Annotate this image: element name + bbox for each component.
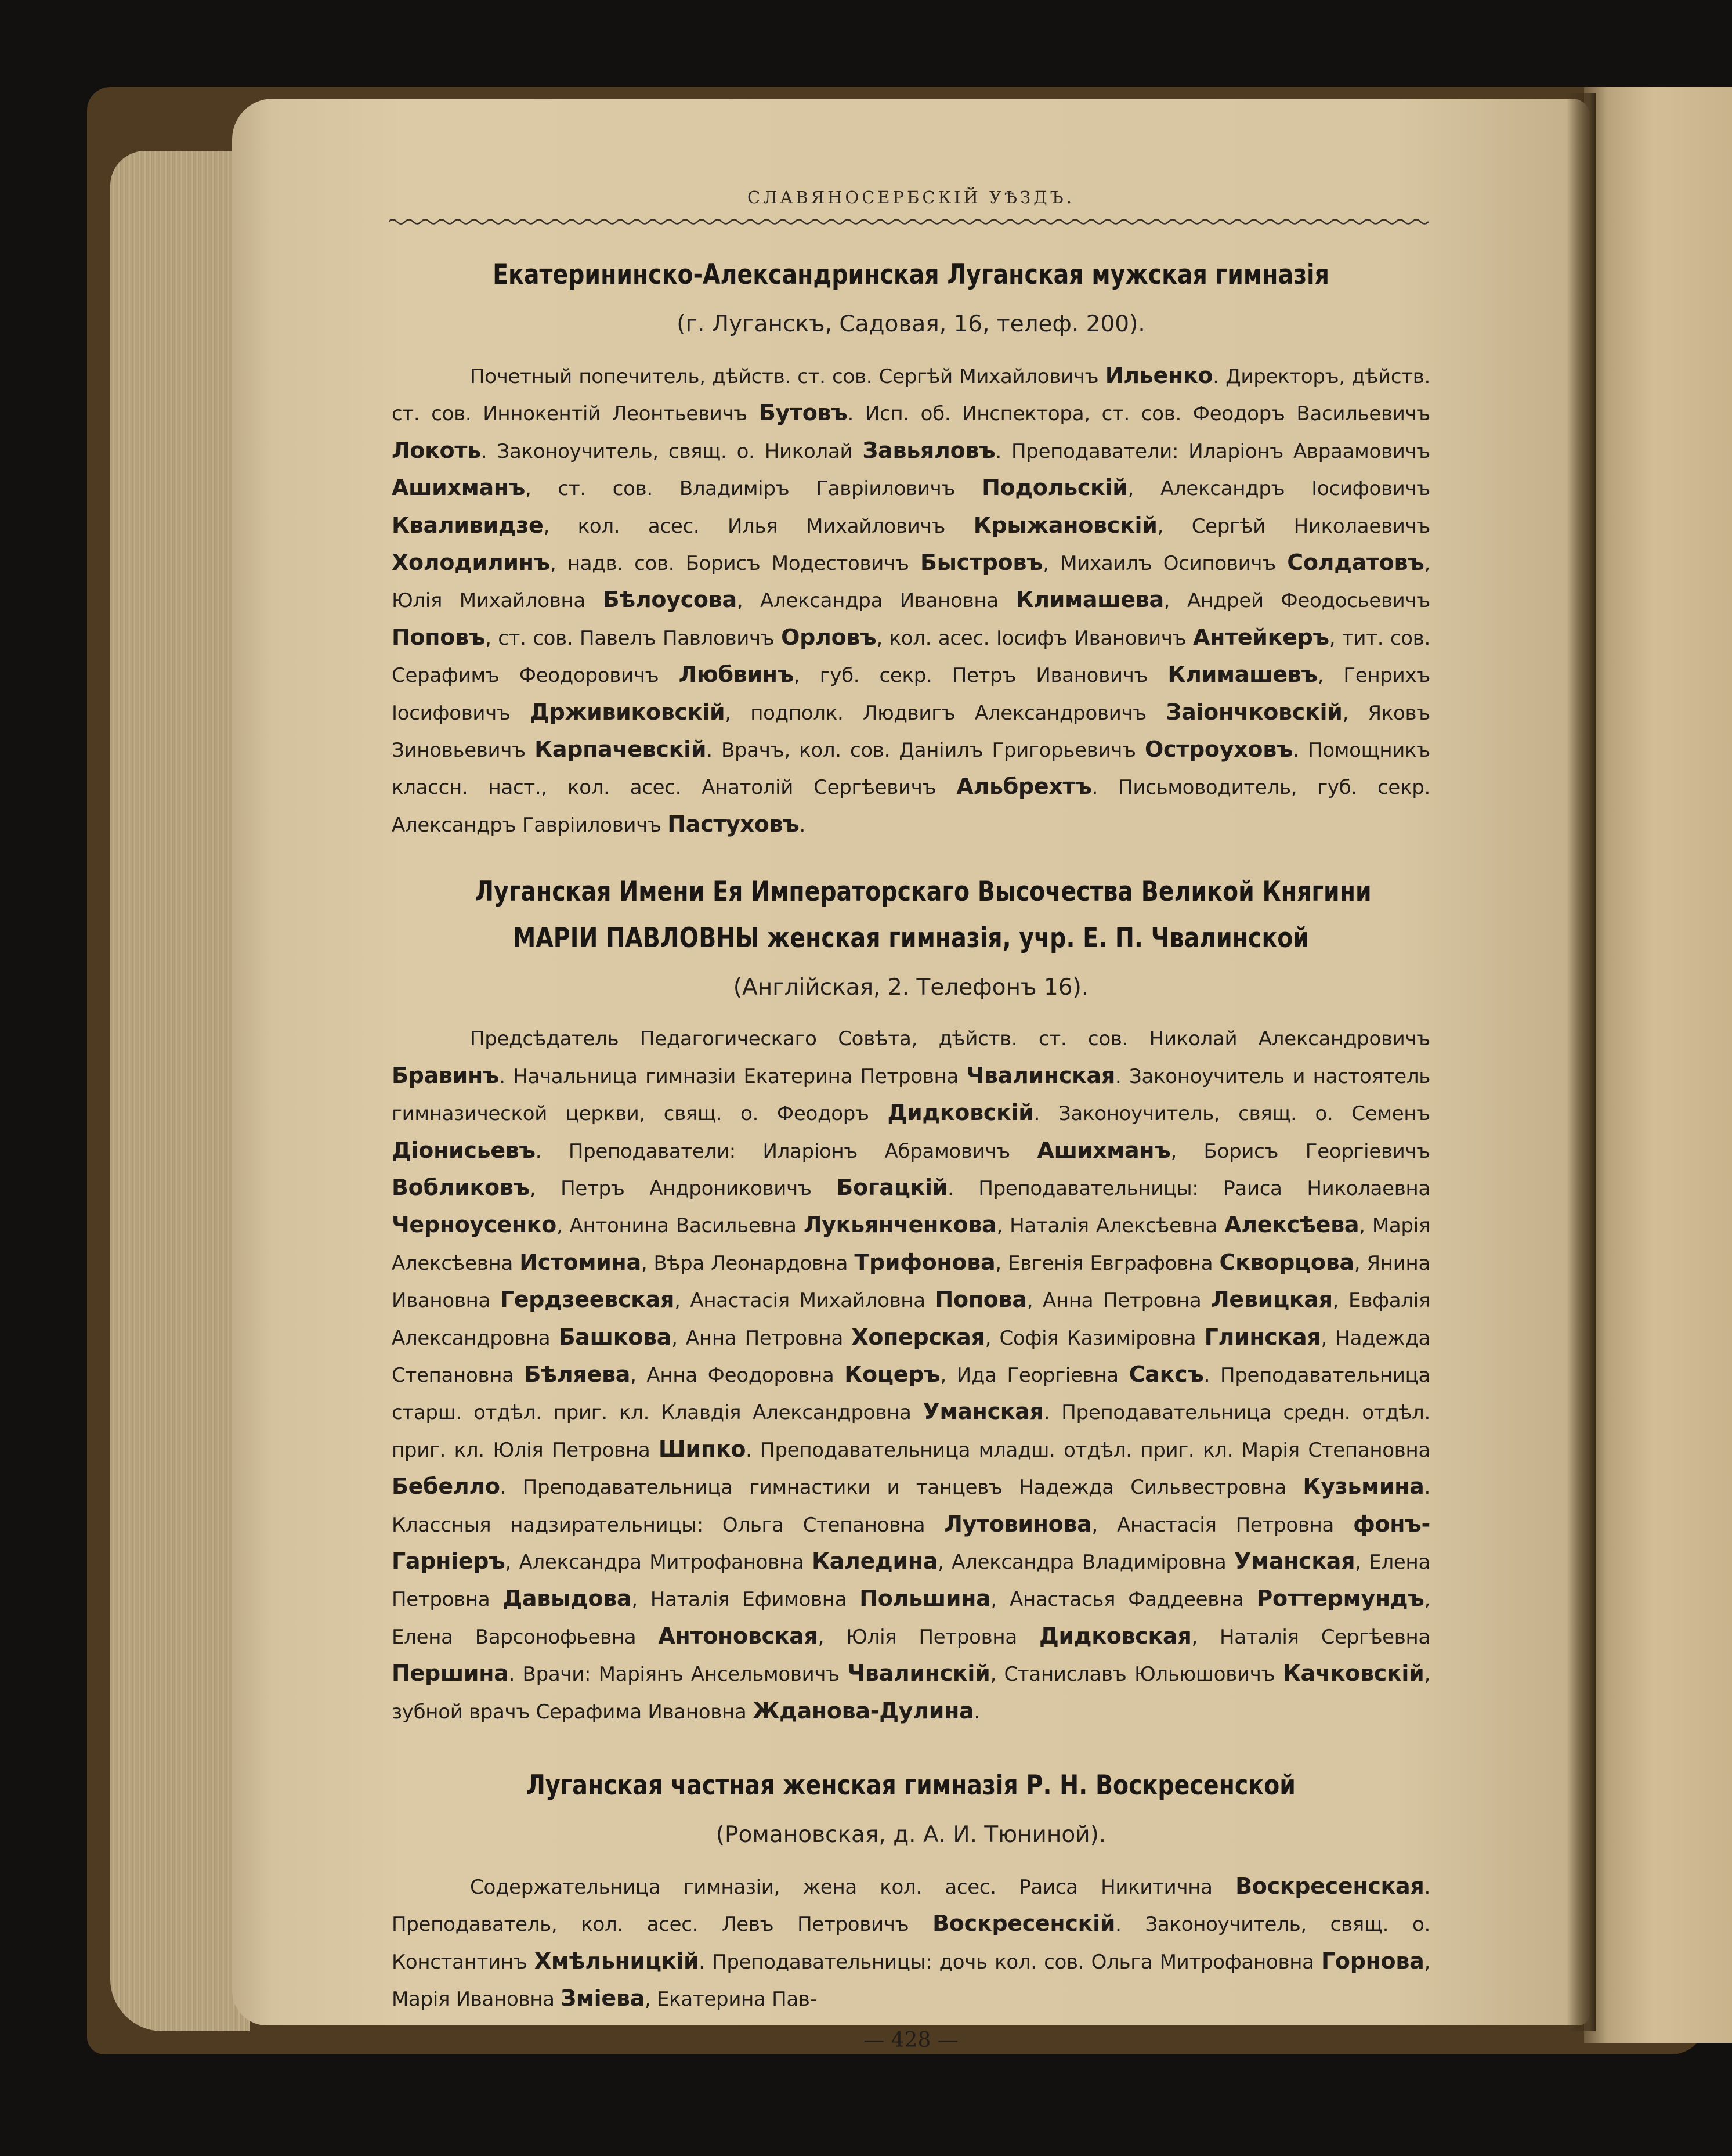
surname: Лукьянченкова [803,1212,997,1238]
section-title-line-2: МАРІИ ПАВЛОВНЫ женская гимназія, учр. Е. П. Чвалинской [512,922,1310,955]
surname: Башкова [558,1324,672,1350]
surname: Чвалинскій [847,1660,990,1686]
surname: Качковскій [1282,1660,1424,1686]
surname: Богацкій [836,1174,948,1200]
surname: Орловъ [781,624,877,650]
surname: Шипко [658,1436,746,1462]
surname: Завьяловъ [862,437,996,463]
surname: Воскресенская [1235,1873,1424,1899]
surname: Горнова [1321,1948,1424,1974]
surname: Карпачевскій [534,736,707,763]
surname: Воскресенскій [932,1911,1116,1937]
surname: Кваливидзе [392,512,544,538]
surname: Дидковскій [887,1100,1034,1126]
surname: Скворцова [1219,1249,1354,1275]
page-gutter-shadow [1567,93,1596,2031]
surname: Солдатовъ [1287,550,1424,576]
surname: Діонисьевъ [392,1137,536,1163]
surname: Бѣляева [524,1361,631,1387]
surname: Гердзеевская [500,1287,675,1313]
surname: Ашихманъ [392,475,526,501]
surname: Уманская [1234,1548,1355,1574]
surname: Истомина [519,1249,641,1275]
surname: Трифонова [854,1249,996,1275]
surname: Саксъ [1129,1361,1204,1387]
surname: Остроуховъ [1145,736,1293,763]
page-number: — 428 — [863,2028,959,2052]
section-title: Луганская Имени Ея Императорскаго Высочества Великой Княгини [475,876,1372,908]
surname: Бутовъ [758,400,848,426]
surname: Любвинъ [678,662,794,688]
surname: Заіончковскій [1166,699,1343,725]
surname: Хмѣльницкій [534,1948,699,1974]
surname: Альбрехтъ [956,774,1092,800]
surname: Пастуховъ [667,811,800,837]
running-head: СЛАВЯНОСЕРБСКІЙ УѢЗДЪ. [747,187,1075,207]
surname: Антоновская [658,1623,818,1649]
surname: Хоперская [851,1324,985,1350]
surname: Поповъ [392,624,486,650]
surname: Бѣлоусова [602,587,737,613]
surname: Коцеръ [844,1361,941,1387]
surname: фонъ-Гарніеръ [392,1511,1430,1574]
surname: Быстровъ [920,550,1043,576]
section-address: (г. Луганскъ, Садовая, 16, телеф. 200). [677,311,1145,337]
surname: Уманская [923,1399,1044,1425]
surname: Климашевъ [1167,662,1318,688]
surname: Вобликовъ [392,1174,530,1200]
surname: Роттермундъ [1256,1586,1424,1612]
surname: Ильенко [1105,363,1213,388]
section-address: (Англійская, 2. Телефонъ 16). [733,974,1089,1001]
section-body: Содержательница гимназіи, жена кол. асес. Раиса Никитична Воскресенская. Преподаватель, кол. асес. Левъ Петровичъ Воскресенскій. Законоучитель, свящ. о. Константинъ Хмѣльницкій. Преподавательницы: дочь кол. сов. Ольга Митрофановна Горнова, Марія Ивановна Зміева, Екатерина Пав- [392,1873,1430,2011]
surname: Давыдова [502,1586,632,1612]
surname: Бебелло [392,1474,500,1500]
facing-page-edge [1584,87,1732,2043]
surname: Климашева [1015,587,1164,613]
wavy-rule [389,216,1433,227]
surname: Држивиковскій [530,699,725,725]
section-boys-gymnasium [392,252,1430,843]
surname: Кузьмина [1303,1474,1424,1500]
surname: Польшина [859,1586,991,1612]
surname: Зміева [561,1985,645,2011]
surname: Бравинъ [392,1062,500,1088]
surname: Чвалинская [966,1062,1115,1088]
surname: Дидковская [1039,1623,1192,1649]
surname: Локоть [392,437,481,463]
surname: Жданова-Дулина [752,1698,974,1724]
surname: Холодилинъ [392,550,550,576]
surname: Каледина [811,1548,938,1574]
section-body: Предсѣдатель Педагогическаго Совѣта, дѣйств. ст. сов. Николай Александровичъ Бравинъ. Начальница гимназіи Екатерина Петровна Чвалинская. Законоучитель и настоятель гимназической церкви, свящ. о. Феодоръ Дидковскій. Законоучитель, свящ. о. Семенъ Діонисьевъ. Преподаватели: Иларіонъ Абрамовичъ Ашихманъ, Борисъ Георгіевичъ Вобликовъ, Петръ Андрониковичъ Богацкій. Преподавательницы: Раиса Николаевна Черноусенко, Антонина Васильевна Лукьянченкова, Наталія Алексѣевна Алексѣева, Марія Алексѣевна Истомина, Вѣра Леонардовна Трифонова, Евгенія Евграфовна Скворцова, Янина Ивановна Гердзеевская, Анастасія Михайловна Попова, Анна Петровна Левицкая, Евфалія Александровна Башкова, Анна Петровна Хоперская, Софія Казиміровна Глинская, Надежда Степановна Бѣляева, Анна Феодоровна Коцеръ, Ида Георгіевна Саксъ. Преподавательница старш. отдѣл. приг. кл. Клавдія Александровна Уманская. Преподавательница средн. отдѣл. приг. кл. Юлія Петровна Шипко. Преподавательница младш. отдѣл. приг. кл. Марія Степановна Бебелло. Преподавательница гимнастики и танцевъ Надежда Сильвестровна Кузьмина. Классныя надзирательницы: Ольга Степановна Лутовинова, Анастасія Петровна фонъ-Гарніеръ, Александра Митрофановна Каледина, Александра Владиміровна Уманская, Елена Петровна Давыдова, Наталія Ефимовна Польшина, Анастасья Фаддеевна Роттермундъ, Елена Варсонофьевна Антоновская, Юлія Петровна Дидковская, Наталія Сергѣевна Першина. Врачи: Маріянъ Ансельмовичъ Чвалинскій, Станиславъ Юльюшовичъ Качковскій, зубной врачъ Серафима Ивановна Жданова-Дулина. [392,1027,1431,1724]
section-title: Екатерининско-Александринская Луганская мужская гимназія [493,259,1329,291]
surname: Лутовинова [944,1511,1092,1537]
surname: Левицкая [1211,1287,1333,1313]
surname: Подольскій [982,475,1128,501]
surname: Крыжановскій [973,512,1158,538]
page-edges [110,151,250,2031]
page-text-column [392,186,1430,2055]
surname: Попова [935,1287,1027,1313]
section-voskresenskaya-gymnasium [392,1763,1430,2018]
surname: Ашихманъ [1037,1137,1171,1163]
surname: Антейкеръ [1193,624,1329,650]
surname: Алексѣева [1224,1212,1359,1238]
surname: Черноусенко [392,1212,556,1238]
surname: Глинская [1204,1324,1321,1350]
section-maria-pavlovna-gymnasium [392,869,1430,1730]
section-address: (Романовская, д. А. И. Тюниной). [715,1822,1107,1848]
section-body: Почетный попечитель, дѣйств. ст. сов. Сергѣй Михайловичъ Ильенко. Директоръ, дѣйств. ст. сов. Иннокентій Леонтьевичъ Бутовъ. Исп. об. Инспектора, ст. сов. Феодоръ Васильевичъ Локоть. Законоучитель, свящ. о. Николай Завьяловъ. Преподаватели: Иларіонъ Авраамовичъ Ашихманъ, ст. сов. Владиміръ Гавріиловичъ Подольскій, Александръ Іосифовичъ Кваливидзе, кол. асес. Илья Михайловичъ Крыжановскій, Сергѣй Николаевичъ Холодилинъ, надв. сов. Борисъ Модестовичъ Быстровъ, Михаилъ Осиповичъ Солдатовъ, Юлія Михайловна Бѣлоусова, Александра Ивановна Климашева, Андрей Феодосьевичъ Поповъ, ст. сов. Павелъ Павловичъ Орловъ, кол. асес. Іосифъ Ивановичъ Антейкеръ, тит. сов. Серафимъ Феодоровичъ Любвинъ, губ. секр. Петръ Ивановичъ Климашевъ, Генрихъ Іосифовичъ Држивиковскій, подполк. Людвигъ Александровичъ Заіончковскій, Яковъ Зиновьевичъ Карпачевскій. Врачъ, кол. сов. Даніилъ Григорьевичъ Остроуховъ. Помощникъ классн. наст., кол. асес. Анатолій Сергѣевичъ Альбрехтъ. Письмоводитель, губ. секр. Александръ Гавріиловичъ Пастуховъ. [392,363,1431,837]
section-title: Луганская частная женская гимназія Р. Н. Воскресенской [526,1769,1296,1801]
surname: Першина [392,1660,509,1686]
